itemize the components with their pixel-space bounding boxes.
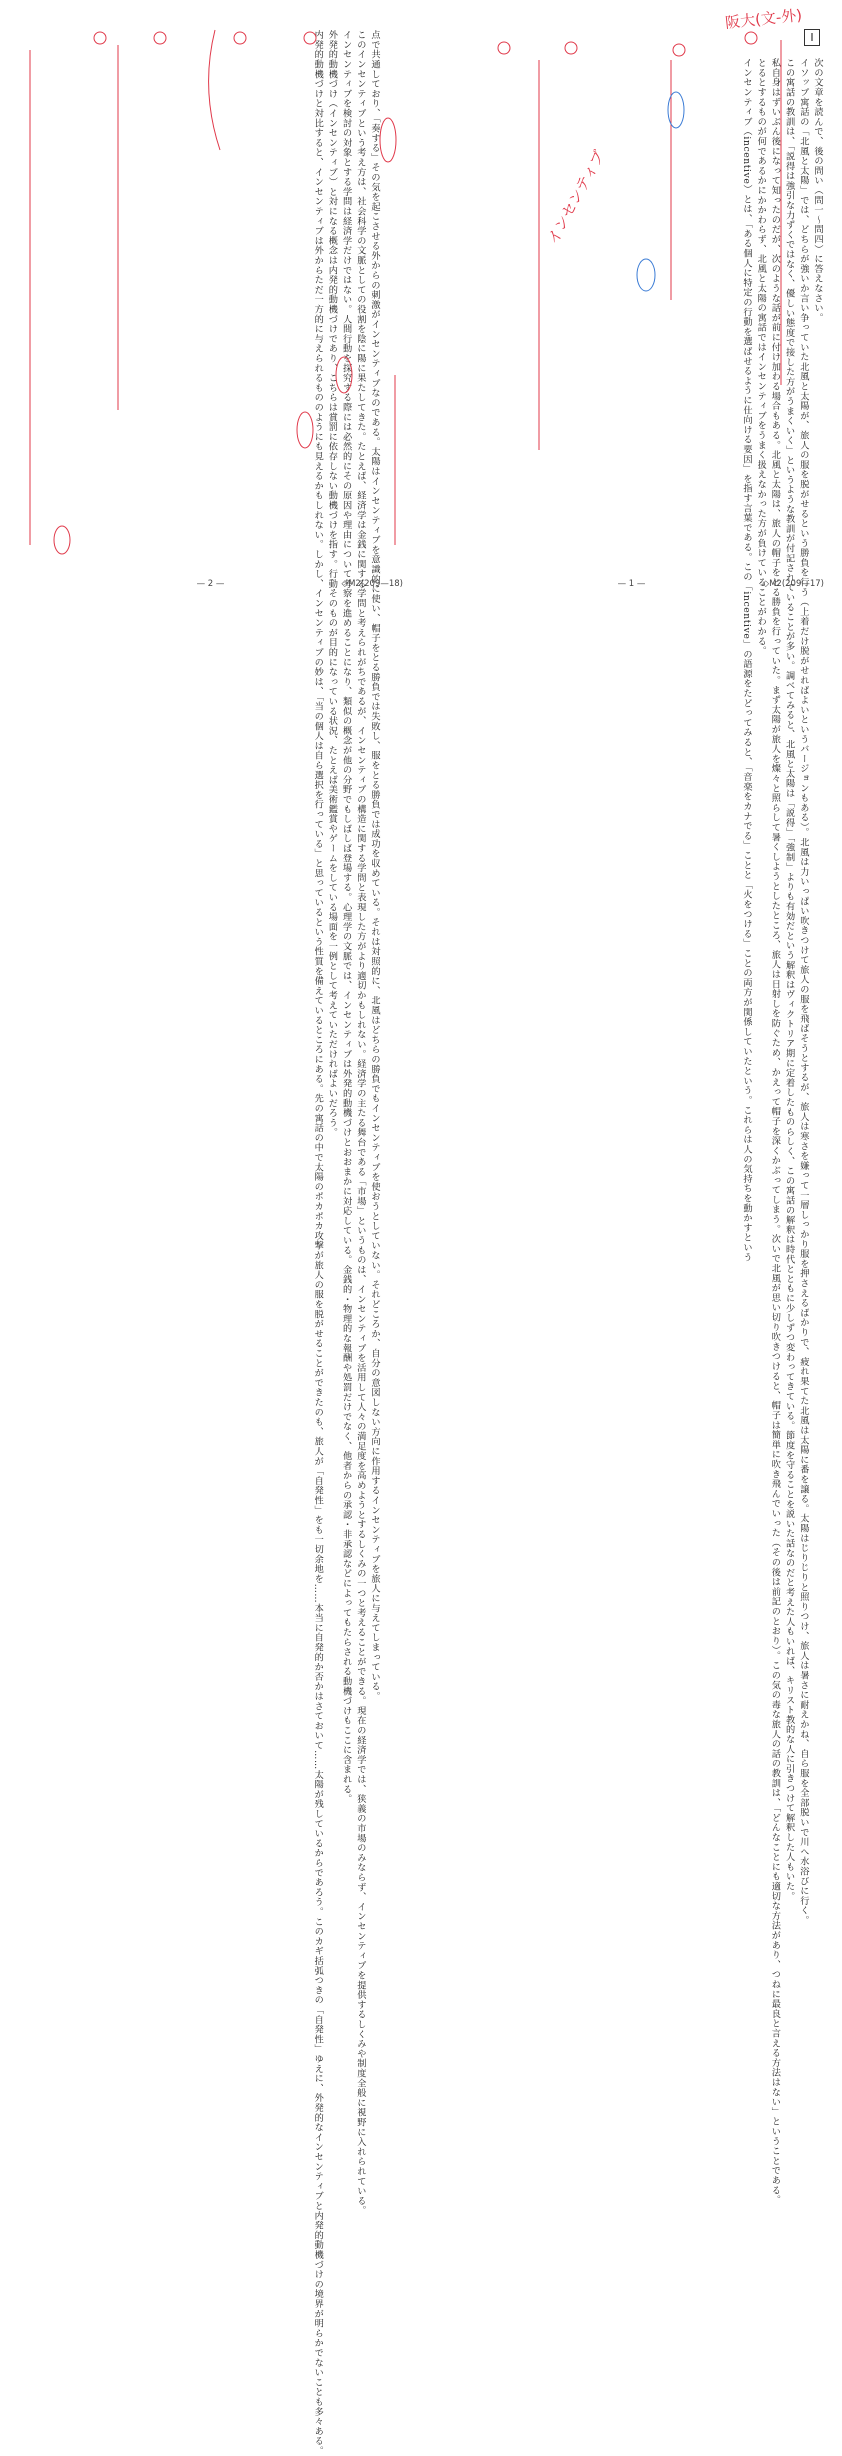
page-code: ◇M2(209—18) [341,579,403,589]
paragraph: 私自身はずいぶん後になって知ったのだが、次のような話が前に付け加わる場合もある。北風と太陽は、旅人の帽子をとる勝負を行っていた。まず太陽が旅人を燦々と照らして暑くしようとしたところ、旅人は日射しを防ぐため、かえって帽子を深くかぶってしまう。次いで北風が思い切り吹きつけると、帽子は簡単に吹き飛んでいった（その後は前記のとおり）。この気の毒な旅人の話の教訓は、「どんなことにも適切な方法があり、つねに最良と言える方法はない」ということである。 [769,58,781,2205]
circle-number-mark [498,42,510,54]
page-code: ◇M2(209—17) [762,579,824,589]
paragraph: とるとするものが何であるかにかかわらず、北風と太陽の寓話ではインセンティブをうまく扱えなかった方が負けていることがわかる。 [755,58,767,656]
circle-number-mark [673,44,685,56]
paragraph: この寓話の教訓は、「説得は強引な力ずくではなく、優しい態度で接した方がうまくいく」というような教訓が付記されていることが多い。調べてみると、北風と太陽は「説得」「強制」よりも有効だという解釈はヴィクトリア期に定着したものらしく、この寓話の解釈は時代とともに少しずつ変わってきている。節度を守ることを説いた話なのだと考えた人もいれば、キリスト教的な人に引きつけて解釈した人もいた。 [783,58,795,1901]
circle-mark [380,118,396,162]
circle-number-mark [565,42,577,54]
paragraph: 点で共通しており、「奏する」その気を起こさせる外からの刺激がインセンティブなのである。太陽はインセンティブを意識的に使い、帽子をとる勝負では失敗し、服をとる勝負では成功を収めている。それは対照的に、北風はどちらの勝負でもインセンティブを使おうとしていない。それどころか、自分の意図しない方向に作用するインセンティブを旅人に与えてしまっている。 [369,30,380,1702]
page-1 [421,0,842,2205]
paragraph: インセンティブ（incentive）とは、「ある個人に特定の行動を選ばせるように仕向ける要因」を指す言葉である。この「incentive」の語源をたどってみると、「音楽をカナでる」ことと「火をつける」ことの両方が関係していたという。これらは人の気持ちを動かすという [740,58,752,1263]
paragraph: インセンティブを検討の対象とする学問は経済学だけではない。人間行動を探究する際には必然的にその原因や理由について考察を進めることになり、類似の概念が他の分野でもしばしば登場する。心理学の文脈では、インセンティブは外発的動機づけとおおまかに対応している。金銭的・物理的な報酬や処罰だけでなく、他者からの承認・非承認などによってもたらされる動機づけもここに含まれる。 [340,30,352,1804]
paragraph: このインセンティブという考え方は、社会科学の文脈としての役割を陰に陽に果たしてきた。たとえば、経済学は金銭に関する学問と考えられがちであるが、インセンティブの構造に関する学問と表現した方がより適切かもしれない。経済学の主たる舞台である「市場」というものは、インセンティブを活用して人々の満足度を高めようとするしくみの一つと考えることができる。現在の経済学では、狭義の市場のみならず、インセンティブを提供するしくみや制度全般に視野に入れられている。 [354,30,366,2216]
paragraph: 内発的動機づけと対比すると、インセンティブは外からただ一方的に与えられるもののようにも見えるかもしれない。しかし、インセンティブの妙は、「当の個人は自ら選択を行っている」と思っているという性質を備えているところにある。先の寓話の中で太陽のポカポカ攻撃が旅人の服を脱がせることができたのも、旅人が「自発性」をも一切余地を……本当に自発的か否かはさておいて……太陽が残しているからであろう。このカギ括弧つきの「自発性」ゆえに、外発的なインセンティブと内発的動機づけの境界が明らかでないことも多々ある。 [312,30,324,2456]
instruction-text: 次の文章を読んで、後の問い（問一～問四）に答えなさい。 [812,58,823,323]
paragraph: 外発的動機づけ（インセンティブ）と対になる概念は内発的動機づけであり、こちらは賞罰に依存しない動機づけを指す。行動そのものが目的になっている状況、たとえば美術鑑賞やゲームをしている場面を一例として考えていただければよいだろう。 [326,30,338,1138]
incentive-annotation: インセンティブ [543,147,609,248]
university-annotation: 阪大(文-外) [724,6,803,32]
page-number: — 1 — [617,579,646,589]
section-mark-box: I [804,29,820,46]
page-number: — 2 — [196,579,225,589]
paragraph: イソップ寓話の「北風と太陽」では、どちらが強いか言い争っていた北風と太陽が、旅人の服を脱がせるという勝負を行う（上着だけ脱がせればよいというバージョンもある）。北風は力いっぱい吹きつけて旅人の服を飛ばそうとするが、旅人は寒さを嫌って一層しっかり服を押さえるばかりで、疲れ果てた北風は太陽に番を譲る。太陽はじりじりと照りつけ、旅人は暑さに耐えかね、自ら服を全部脱いで川へ水浴びに行く。 [797,58,809,1926]
circle-number-mark [745,32,757,44]
